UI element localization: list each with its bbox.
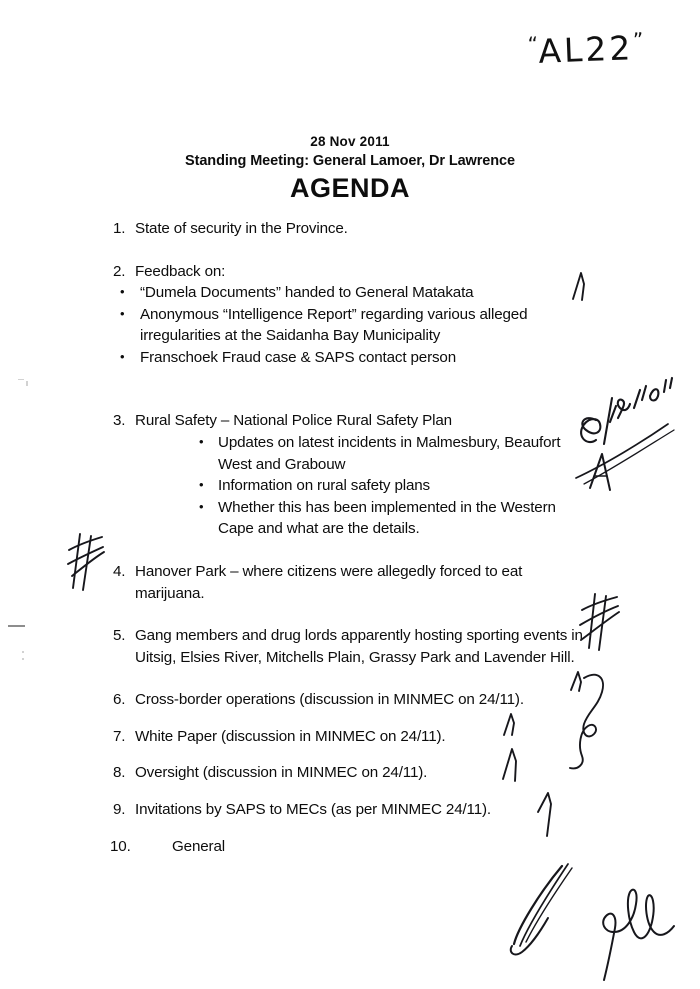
bullet-icon: • bbox=[199, 434, 204, 450]
agenda-list bbox=[0, 218, 700, 857]
agenda-item-1 bbox=[0, 218, 700, 240]
agenda-item-8-text: Oversight (discussion in MINMEC on 24/11). bbox=[135, 764, 428, 782]
scan-speck bbox=[18, 379, 24, 380]
agenda-item-6-number: 6. bbox=[113, 691, 126, 709]
agenda-item-2-bullets bbox=[0, 282, 700, 368]
list-item bbox=[0, 347, 700, 369]
agenda-item-4-text: Hanover Park – where citizens were allegedly forced to eat marijuana. bbox=[135, 562, 523, 602]
agenda-item-1-text: State of security in the Province. bbox=[135, 220, 348, 237]
agenda-item-9-text: Invitations by SAPS to MECs (as per MINMEC 24/11). bbox=[135, 800, 491, 818]
list-item bbox=[0, 432, 700, 475]
agenda-item-1-number: 1. bbox=[113, 220, 126, 237]
agenda-item-2-number: 2. bbox=[113, 262, 126, 280]
bullet-text: “Dumela Documents” handed to General Matakata bbox=[140, 284, 474, 302]
agenda-item-5-text: Gang members and drug lords apparently hosting sporting events in Uitsig, Elsies River, Mitchells Plain, Grassy Park and Lavender Hill. bbox=[135, 627, 583, 666]
bullet-text: Updates on latest incidents in Malmesbury, Beaufort West and Grabouw bbox=[218, 434, 561, 473]
agenda-item-5 bbox=[0, 625, 700, 668]
bullet-icon: • bbox=[120, 284, 125, 300]
agenda-item-3-number: 3. bbox=[113, 412, 126, 430]
agenda-item-7 bbox=[0, 726, 700, 748]
bullet-icon: • bbox=[120, 348, 125, 364]
scan-speck bbox=[22, 651, 24, 653]
exhibit-open-quote: “ bbox=[527, 31, 539, 57]
agenda-item-5-number: 5. bbox=[113, 627, 126, 645]
agenda-item-4 bbox=[0, 561, 700, 604]
document-header bbox=[0, 134, 700, 204]
handwritten-signature bbox=[488, 852, 693, 984]
bullet-icon: • bbox=[199, 498, 204, 514]
agenda-item-6-text: Cross-border operations (discussion in MINMEC on 24/11). bbox=[135, 691, 524, 709]
agenda-item-6 bbox=[0, 689, 700, 711]
list-item bbox=[0, 304, 700, 347]
bullet-text: Franschoek Fraud case & SAPS contact person bbox=[140, 348, 457, 366]
bullet-text: Whether this has been implemented in the Western Cape and what are the details. bbox=[218, 498, 556, 538]
page-title: AGENDA bbox=[289, 173, 410, 204]
agenda-item-7-text: White Paper (discussion in MINMEC on 24/11). bbox=[135, 727, 446, 745]
agenda-item-10-number: 10. bbox=[110, 837, 131, 855]
agenda-item-3-text: Rural Safety – National Police Rural Safety Plan bbox=[135, 412, 452, 430]
agenda-item-4-number: 4. bbox=[113, 562, 126, 580]
agenda-item-3-bullets bbox=[0, 432, 700, 540]
bullet-text: Information on rural safety plans bbox=[218, 477, 431, 495]
exhibit-label-text: AL22 bbox=[537, 28, 635, 71]
agenda-item-2-text: Feedback on: bbox=[135, 262, 226, 280]
exhibit-close-quote: ” bbox=[632, 27, 644, 53]
scan-artifact-edge-dash bbox=[8, 625, 25, 627]
bullet-icon: • bbox=[199, 477, 204, 493]
list-item bbox=[0, 497, 700, 540]
agenda-item-3 bbox=[0, 410, 700, 539]
scan-speck bbox=[26, 381, 28, 386]
agenda-item-2 bbox=[0, 261, 700, 369]
exhibit-label-al22 bbox=[527, 28, 644, 71]
agenda-item-10-text: General bbox=[172, 837, 225, 855]
meeting-subject: Standing Meeting: General Lamoer, Dr Lawrence bbox=[185, 152, 515, 169]
bullet-icon: • bbox=[120, 305, 125, 321]
agenda-item-9-number: 9. bbox=[113, 800, 126, 818]
agenda-item-7-number: 7. bbox=[113, 727, 126, 745]
agenda-item-9 bbox=[0, 799, 700, 821]
bullet-text: Anonymous “Intelligence Report” regarding various alleged irregularities at the Saidanha Bay Municipality bbox=[140, 305, 528, 345]
agenda-item-8 bbox=[0, 762, 700, 784]
list-item bbox=[0, 475, 700, 497]
agenda-item-8-number: 8. bbox=[113, 764, 126, 782]
meeting-date: 28 Nov 2011 bbox=[310, 134, 390, 149]
list-item bbox=[0, 282, 700, 304]
scan-speck bbox=[22, 658, 24, 660]
agenda-item-10 bbox=[0, 836, 700, 858]
